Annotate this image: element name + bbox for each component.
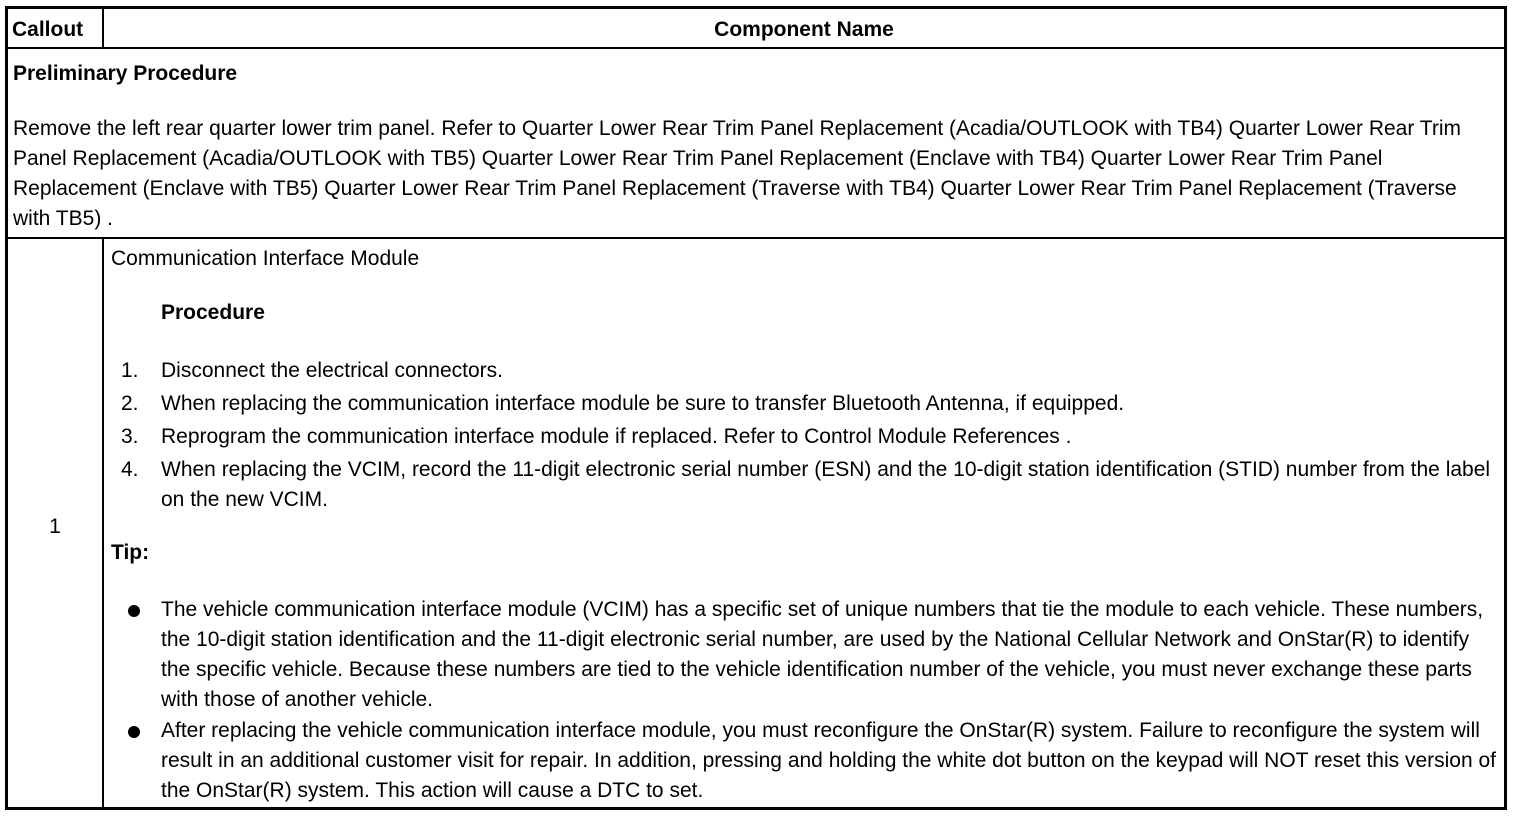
bullet-icon: [128, 726, 140, 738]
preliminary-procedure-text: Remove the left rear quarter lower trim panel. Refer to Quarter Lower Rear Trim Panel Replacement (Acadia/OUTLOOK with TB4) Quarter Lower Rear Trim Panel Replacement (Acadia/OUTLOOK with TB5) Quarter Lower Rear Trim Panel Replacement (Enclave with TB4) Quarter Lower Rear Trim Panel Replacement (Enclave with TB5) Quarter Lower Rear Trim Panel Replacement (Traverse with TB4) Quarter Lower Rear Trim Panel Replacement (Traverse with TB5) .: [13, 117, 1461, 230]
tip-item: [111, 716, 1501, 806]
bullet-icon: [128, 605, 140, 617]
step-text: When replacing the communication interface module be sure to transfer Bluetooth Antenna, if equipped.: [161, 392, 1125, 415]
procedure-step: [111, 356, 1501, 386]
procedure-step: [111, 455, 1501, 515]
table-row: [8, 239, 1504, 807]
component-table: [5, 6, 1507, 810]
table-header-row: [8, 9, 1504, 49]
step-text: When replacing the VCIM, record the 11-digit electronic serial number (ESN) and the 10-digit station identification (STID) number from the label on the new VCIM.: [161, 458, 1491, 511]
preliminary-procedure-row: [8, 49, 1504, 239]
component-name-column-header: Component Name: [714, 18, 894, 41]
procedure-step: [111, 422, 1501, 452]
component-name: Communication Interface Module: [111, 247, 420, 270]
tip-heading: Tip:: [111, 541, 150, 564]
column-divider: [102, 239, 104, 807]
tip-text: After replacing the vehicle communication interface module, you must reconfigure the OnStar(R) system. Failure to reconfigure the system will result in an additional customer visit for repair. In addition, pressing and holding the white dot button on the keypad will NOT reset this version of the OnStar(R) system. This action will cause a DTC to set.: [161, 719, 1497, 802]
step-text: Disconnect the electrical connectors.: [161, 359, 503, 382]
procedure-step: [111, 389, 1501, 419]
step-number: 3.: [121, 425, 139, 448]
tip-item: [111, 595, 1501, 715]
preliminary-procedure-title: Preliminary Procedure: [13, 62, 238, 85]
step-number: 1.: [121, 359, 139, 382]
step-number: 2.: [121, 392, 139, 415]
step-text: Reprogram the communication interface module if replaced. Refer to Control Module References .: [161, 425, 1072, 448]
callout-column-header: Callout: [12, 18, 84, 41]
step-number: 4.: [121, 458, 139, 481]
procedure-steps: [111, 356, 1501, 518]
tip-list: [111, 595, 1501, 807]
procedure-heading: Procedure: [161, 301, 265, 324]
tip-text: The vehicle communication interface module (VCIM) has a specific set of unique numbers that tie the module to each vehicle. These numbers, the 10-digit station identification and the 11-digit electronic serial number, are used by the National Cellular Network and OnStar(R) to identify the specific vehicle. Because these numbers are tied to the vehicle identification number of the vehicle, you must never exchange these parts with those of another vehicle.: [161, 598, 1484, 711]
callout-number: 1: [49, 515, 61, 538]
